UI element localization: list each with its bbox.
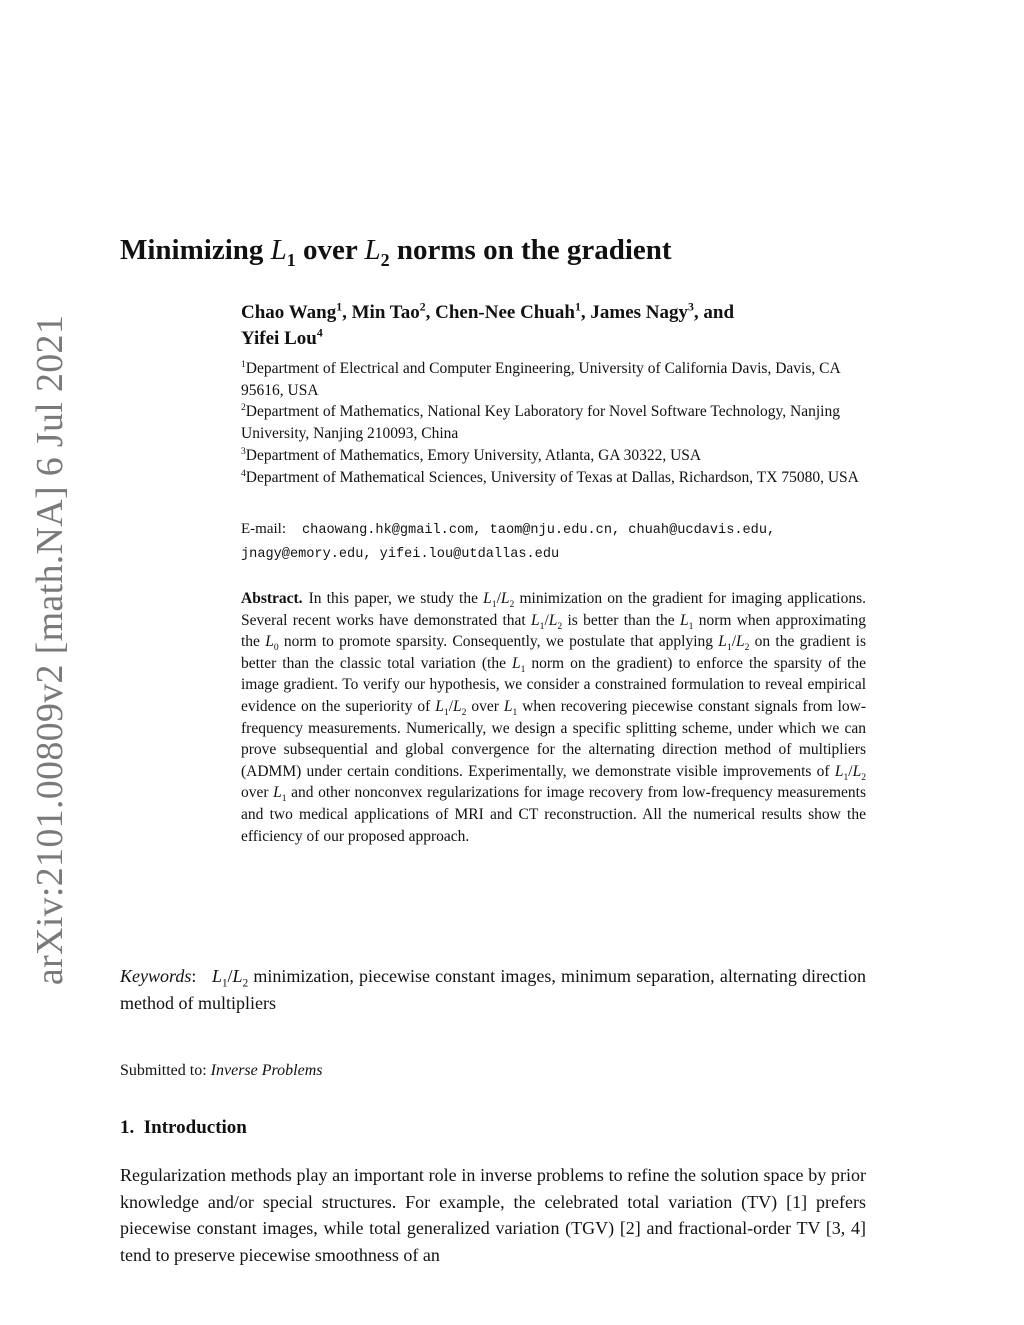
email-block	[241, 518, 871, 566]
email-addresses: chaowang.hk@gmail.com, taom@nju.edu.cn, chuah@ucdavis.edu, jnagy@emory.edu, yifei.lou@utdallas.edu	[241, 523, 776, 562]
author: Yifei Lou$^4$	[241, 326, 323, 349]
paper-title: Minimizing $L_1$ over $L_2$ norms on the gradient	[120, 234, 672, 270]
section-heading: 1. Introduction	[120, 1117, 247, 1138]
affiliation: $^1$Department of Electrical and Computer Engineering, University of California Davis, Davis, CA 95616, USA	[241, 358, 840, 399]
introduction-paragraph: Regularization methods play an important role in inverse problems to refine the solution space by prior knowledge and/or special structures. For example, the celebrated total variation (TV) [1] prefers piecewise constant images, while total generalized variation (TGV) [2] and fractional-order TV [3, 4] tend to preserve piecewise smoothness of an	[120, 1165, 866, 1265]
affiliation: $^4$Department of Mathematical Sciences, University of Texas at Dallas, Richardson, TX 75080, USA	[241, 467, 859, 486]
author: Min Tao$^2$,	[351, 300, 436, 323]
author: Chao Wang$^1$,	[241, 300, 352, 323]
abstract: Abstract. In this paper, we study the $L_1/L_2$ minimization on the gradient for imaging applications. Several recent works have demonstrated that $L_1/L_2$ is better than the $L_1$ norm when approximating the $L_0$ norm to promote sparsity. Consequently, we postulate that applying $L_1/L_2$ on the gradient is better than the classic total variation (the $L_1$ norm on the gradient) to enforce the sparsity of the image gradient. To verify our hypothesis, we consider a constrained formulation to reveal empirical evidence on the superiority of $L_1/L_2$ over $L_1$ when recovering piecewise constant signals from low-frequency measurements. Numerically, we design a specific splitting scheme, under which we can prove subsequential and global convergence for the alternating direction method of multipliers (ADMM) under certain conditions. Experimentally, we demonstrate visible improvements of $L_1/L_2$ over $L_1$ and other nonconvex regularizations for image recovery from low-frequency measurements and two medical applications of MRI and CT reconstruction. All the numerical results show the efficiency of our proposed approach.	[241, 590, 867, 845]
arxiv-identifier: arXiv:2101.00809v2 [math.NA] 6 Jul 2021	[29, 314, 71, 986]
keywords: Keywords: $L_1/L_2$ minimization, piecewise constant images, minimum separation, alternating direction method of multipliers	[120, 966, 866, 1013]
author: James Nagy$^3$, and	[590, 300, 735, 323]
submission-note: Submitted to: Inverse Problems	[120, 1062, 323, 1079]
abstract-label: Abstract.	[241, 590, 303, 607]
author: Chen-Nee Chuah$^1$,	[435, 300, 591, 323]
affiliation: $^3$Department of Mathematics, Emory University, Atlanta, GA 30322, USA	[241, 445, 702, 464]
affiliation: $^2$Department of Mathematics, National Key Laboratory for Novel Software Technology, Nanjing University, Nanjing 210093, China	[241, 402, 840, 443]
email-label: E-mail:	[241, 521, 286, 537]
author-list	[241, 300, 866, 352]
affiliations	[241, 358, 866, 488]
journal-name: Inverse Problems	[210, 1062, 323, 1079]
